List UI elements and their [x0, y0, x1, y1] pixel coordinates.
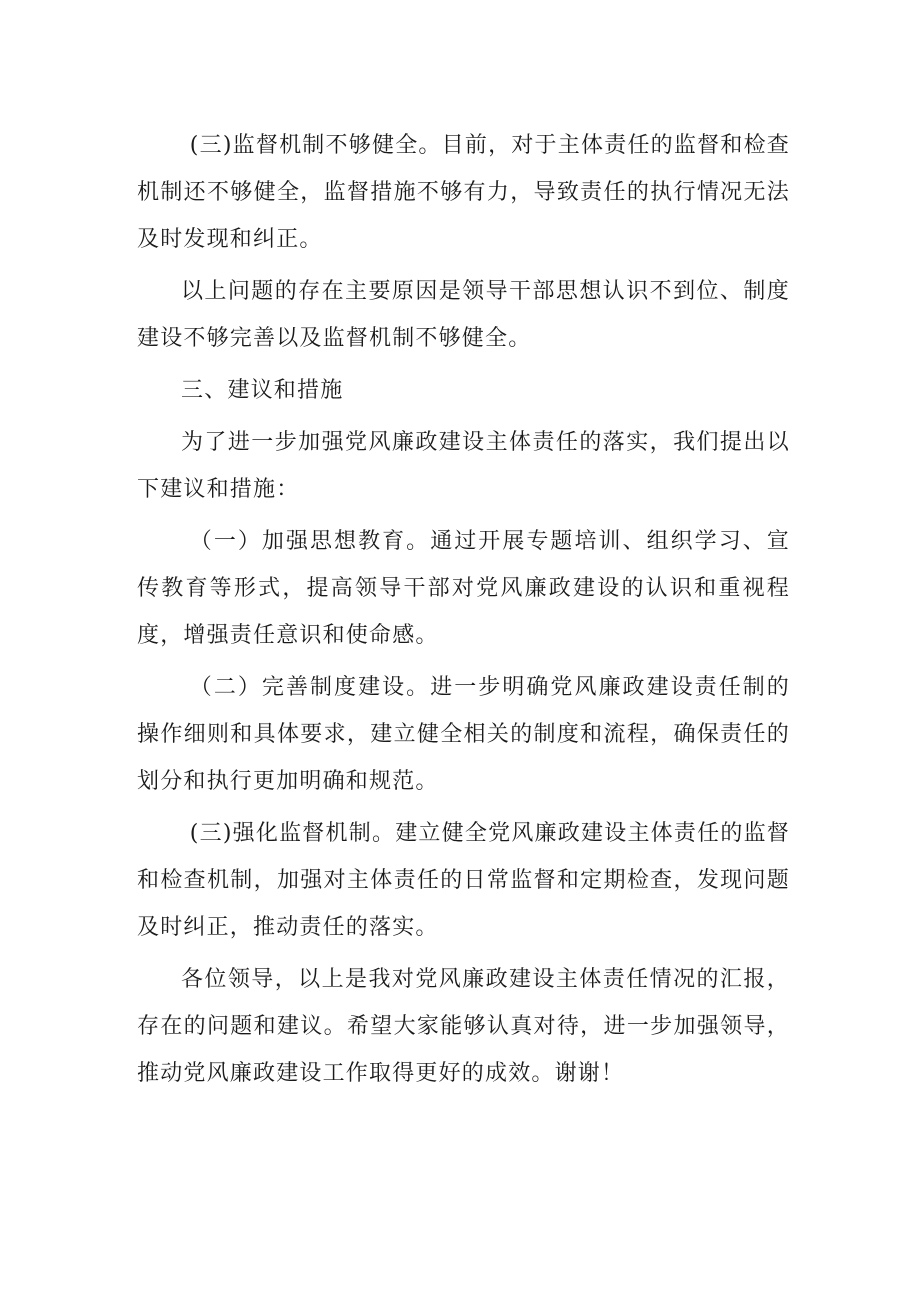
paragraph-supervision-mechanism: (三)监督机制不够健全。目前，对于主体责任的监督和检查机制还不够健全，监督措施不够有力，导致责任的执行情况无法及时发现和纠正。: [137, 133, 790, 252]
paragraph-ideological-education: （一）加强思想教育。通过开展专题培训、组织学习、宣传教育等形式，提高领导干部对党风廉政建设的认识和重视程度，增强责任意识和使命感。: [137, 529, 790, 648]
paragraph-strengthen-supervision: (三)强化监督机制。建立健全党风廉政建设主体责任的监督和检查机制，加强对主体责任的日常监督和定期检查，发现问题及时纠正，推动责任的落实。: [137, 821, 790, 940]
paragraph-closing: 各位领导，以上是我对党风廉政建设主体责任情况的汇报，存在的问题和建议。希望大家能够认真对待，进一步加强领导，推动党风廉政建设工作取得更好的成效。谢谢！: [137, 967, 790, 1086]
paragraph-institution-building: （二）完善制度建设。进一步明确党风廉政建设责任制的操作细则和具体要求，建立健全相关的制度和流程，确保责任的划分和执行更加明确和规范。: [137, 675, 790, 794]
paragraph-suggestions-intro: 为了进一步加强党风廉政建设主体责任的落实，我们提出以下建议和措施：: [137, 430, 790, 502]
section-heading-suggestions: 三、建议和措施: [181, 378, 344, 403]
document-body: [137, 122, 790, 1102]
paragraph-root-causes: 以上问题的存在主要原因是领导干部思想认识不到位、制度建设不够完善以及监督机制不够健全。: [137, 279, 790, 351]
